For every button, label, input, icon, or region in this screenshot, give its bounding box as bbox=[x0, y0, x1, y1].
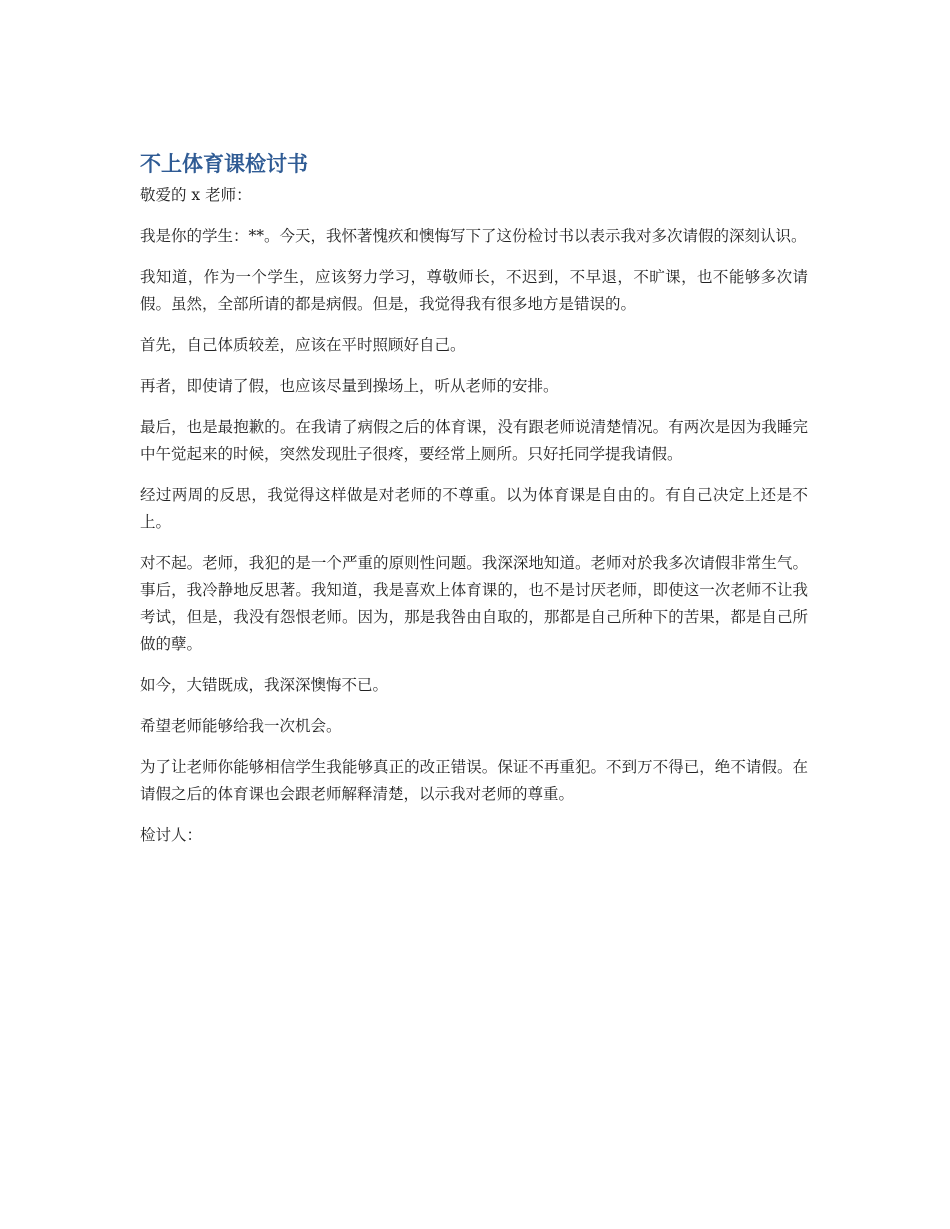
paragraph-first: 首先，自己体质较差，应该在平时照顾好自己。 bbox=[140, 336, 466, 354]
document-body bbox=[140, 148, 808, 849]
paragraph-promise: 为了让老师你能够相信学生我能够真正的改正错误。保证不再重犯。不到万不得已，绝不请假。在请假之后的体育课也会跟老师解释清楚，以示我对老师的尊重。 bbox=[140, 758, 808, 803]
paragraph-apology: 对不起。老师，我犯的是一个严重的原则性问题。我深深地知道。老师对於我多次请假非常生气。事后，我冷静地反思著。我知道，我是喜欢上体育课的，也不是讨厌老师，即使这一次老师不让我考试，但是，我没有怨恨老师。因为，那是我咎由自取的，那都是自己所种下的苦果，都是自己所做的孽。 bbox=[140, 554, 808, 653]
paragraph-student-duty: 我知道，作为一个学生，应该努力学习，尊敬师长，不迟到，不早退，不旷课，也不能够多次请假。虽然，全部所请的都是病假。但是，我觉得我有很多地方是错误的。 bbox=[140, 268, 808, 313]
salutation: 敬爱的 x 老师： bbox=[140, 186, 252, 204]
paragraph-introduction: 我是你的学生：**。今天，我怀著愧疚和懊悔写下了这份检讨书以表示我对多次请假的深刻认识。 bbox=[140, 227, 807, 245]
document-title: 不上体育课检讨书 bbox=[140, 152, 308, 176]
paragraph-second: 再者，即使请了假，也应该尽量到操场上，听从老师的安排。 bbox=[140, 377, 559, 395]
signature-label: 检讨人： bbox=[140, 826, 203, 844]
paragraph-reflection: 经过两周的反思，我觉得这样做是对老师的不尊重。以为体育课是自由的。有自己决定上还是不上。 bbox=[140, 486, 808, 531]
paragraph-regret: 如今，大错既成，我深深懊悔不已。 bbox=[140, 676, 389, 694]
paragraph-hope: 希望老师能够给我一次机会。 bbox=[140, 717, 342, 735]
paragraph-last: 最后，也是最抱歉的。在我请了病假之后的体育课，没有跟老师说清楚情况。有两次是因为我睡完中午觉起来的时候，突然发现肚子很疼，要经常上厕所。只好托同学提我请假。 bbox=[140, 418, 808, 463]
